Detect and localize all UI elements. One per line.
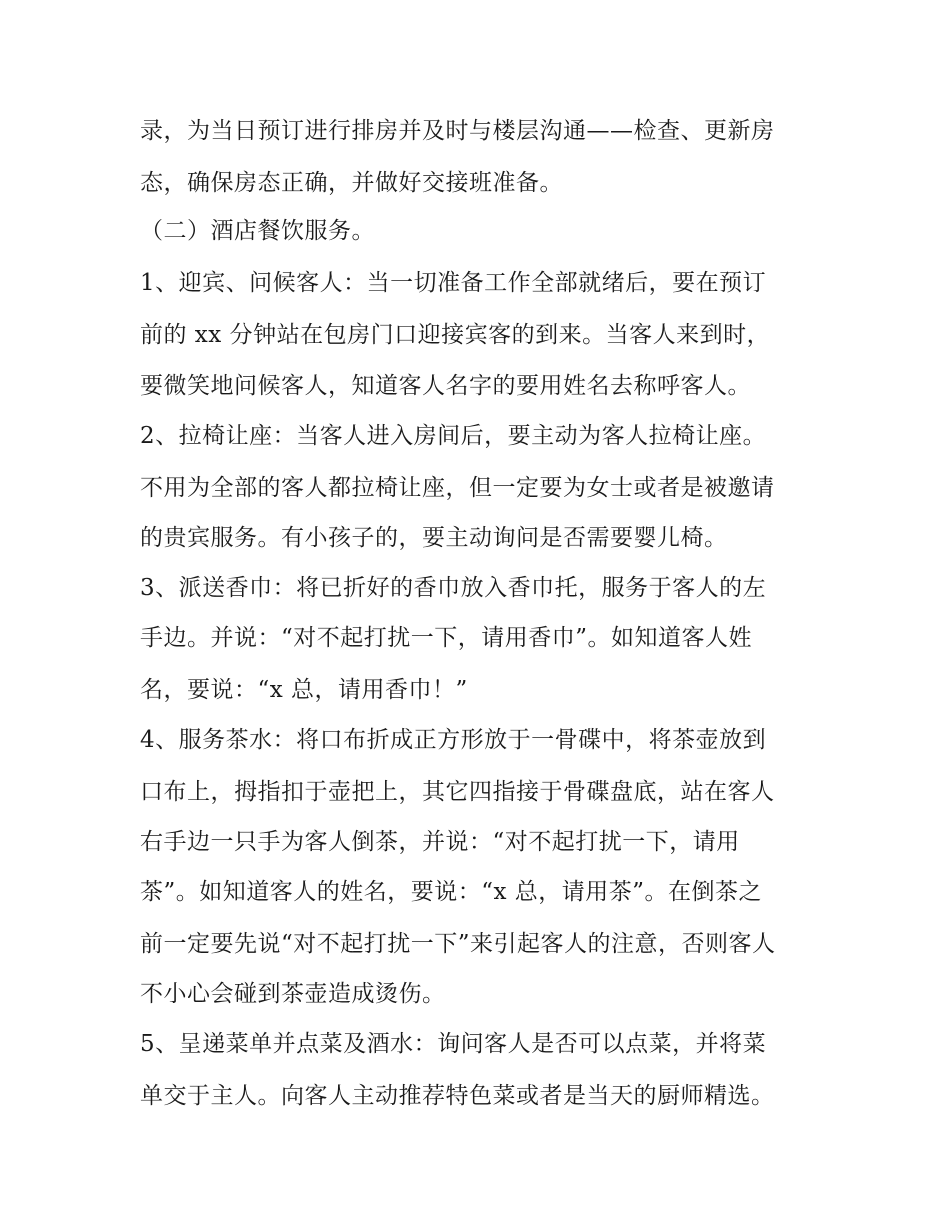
text-line: 右手边一只手为客人倒茶，并说：“对不起打扰一下，请用 — [140, 829, 740, 855]
text-line: 2、拉椅让座：当客人进入房间后，要主动为客人拉椅让座。 — [140, 423, 767, 449]
section-heading: （二）酒店餐饮服务。 — [140, 218, 375, 244]
text-line: 口布上，拇指扣于壶把上，其它四指接于骨碟盘底，站在客人 — [140, 779, 775, 805]
text-line: 态，确保房态正确，并做好交接班准备。 — [140, 170, 563, 196]
text-line: 5、呈递菜单并点菜及酒水：询问客人是否可以点菜，并将菜 — [140, 1031, 767, 1057]
text-line: 的贵宾服务。有小孩子的，要主动询问是否需要婴儿椅。 — [140, 525, 728, 551]
text-line: 单交于主人。向客人主动推荐特色菜或者是当天的厨师精选。 — [140, 1083, 775, 1109]
text-line: 名，要说：“x 总，请用香巾！” — [140, 677, 468, 703]
text-line: 茶”。如知道客人的姓名，要说：“x 总，请用茶”。在倒茶之 — [140, 879, 763, 905]
text-line: 前一定要先说“对不起打扰一下”来引起客人的注意，否则客人 — [140, 931, 776, 957]
text-line: 前的 xx 分钟站在包房门口迎接宾客的到来。当客人来到时， — [140, 322, 771, 348]
text-line: 1、迎宾、问候客人：当一切准备工作全部就绪后，要在预订 — [140, 270, 767, 296]
text-line: 4、服务茶水：将口布折成正方形放于一骨碟中，将茶壶放到 — [140, 727, 767, 753]
text-line: 要微笑地问候客人，知道客人名字的要用姓名去称呼客人。 — [140, 373, 751, 399]
text-line: 录，为当日预订进行排房并及时与楼层沟通——检查、更新房 — [140, 118, 775, 144]
text-line: 3、派送香巾：将已折好的香巾放入香巾托，服务于客人的左 — [140, 575, 767, 601]
text-line: 手边。并说：“对不起打扰一下，请用香巾”。如知道客人姓 — [140, 625, 753, 651]
text-line: 不小心会碰到茶壶造成烫伤。 — [140, 981, 446, 1007]
text-line: 不用为全部的客人都拉椅让座，但一定要为女士或者是被邀请 — [140, 475, 775, 501]
